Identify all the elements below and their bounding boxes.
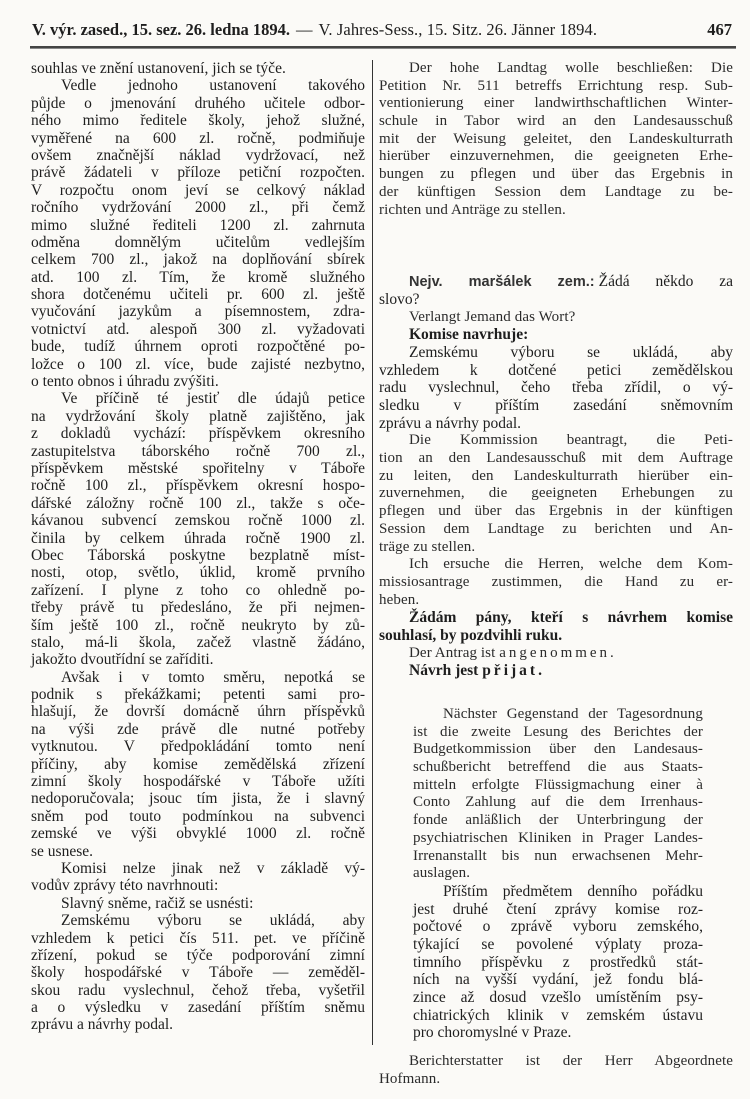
text-line: [31, 703, 365, 720]
line-text: sněm pod touto podmínkou na subvenci: [31, 807, 365, 825]
text-line: [379, 131, 733, 149]
text-line: [379, 539, 733, 557]
line-text: missiosantrage zustimmen, die Hand zu er-: [379, 573, 733, 590]
text-line: [379, 60, 733, 78]
text-line: [413, 971, 703, 989]
text-line: [413, 777, 703, 795]
text-line: [413, 741, 703, 759]
text-line: [31, 60, 365, 77]
line-text: činila by celkem úhrada ročně 1900 zl.: [31, 529, 365, 547]
paragraph: [31, 912, 365, 1034]
line-text: Irrenanstallt bis nun erwachsenen Mehr-: [413, 847, 703, 864]
line-text: Ich ersuche die Herren, welche dem Kom-: [409, 556, 733, 573]
text-line: [379, 1053, 733, 1071]
line-text: Komisi nelze jinak než v základě vý-: [61, 859, 365, 877]
text-line: [31, 460, 365, 477]
text-line: [31, 112, 365, 129]
paragraph: [379, 60, 733, 219]
line-text: Zemskému výboru se ukládá, aby: [61, 912, 365, 930]
text-line: [31, 773, 365, 790]
text-line: [31, 947, 365, 964]
text-line: [379, 574, 733, 592]
line-text: skou radu vyslechnul, čehož třeba, vyšetřil: [31, 981, 365, 999]
line-text: Nächster Gegenstand der Tagesordnung: [443, 706, 703, 722]
text-line: [31, 390, 365, 407]
text-line: [31, 738, 365, 755]
text-line: [31, 790, 365, 807]
line-text: vodův zprávy této navrhnouti:: [31, 877, 219, 895]
text-line: [31, 930, 365, 947]
line-text: příčiny, aby komise zemědělská zřízení: [31, 755, 365, 773]
section-reporter: [379, 1053, 733, 1088]
text-line: [379, 485, 733, 503]
paragraph: [413, 706, 703, 883]
line-text: souhlas ve znění ustanovení, jich se týče.: [31, 60, 286, 77]
speaker-name: Nejv. maršálek zem.:: [409, 274, 595, 291]
page-header: [32, 20, 732, 42]
line-text: Verlangt Jemand das Wort?: [409, 308, 576, 325]
text-line: [413, 954, 703, 972]
line-text: podnik s překážkami; petenti sami pro-: [31, 686, 365, 704]
line-text: Hofmann.: [379, 1070, 441, 1087]
text-line: [413, 830, 703, 848]
line-text: kávanou subvencí zemskou ročně 1000 zl.: [31, 512, 365, 530]
line-text: timního příspěvku z prostředků stát-: [413, 953, 703, 971]
text-line: [31, 338, 365, 355]
line-text: votnictví atd. alespoň 300 zl. vyžadovati: [31, 320, 365, 338]
section-report-conclusion: [31, 60, 365, 1034]
text-line: [31, 686, 365, 703]
text-line: [379, 309, 733, 327]
line-text: ist die zweite Lesung des Berichtes der: [413, 723, 703, 740]
text-line: [31, 217, 365, 234]
line-text: Zemskému výboru se ukládá, aby: [409, 343, 733, 361]
text-line: [31, 547, 365, 564]
line-text: právě žádateli v příloze petiční rozpočten.: [31, 164, 365, 182]
paragraph: [31, 895, 365, 912]
text-line: [31, 564, 365, 581]
line-text: zřízení, pokud se týče podporování zimní: [31, 946, 365, 964]
line-text: mit der Weisung geleitet, den Landeskulturrath: [379, 130, 733, 147]
line-text: Žádá někdo za: [598, 273, 733, 291]
paragraph: [31, 390, 365, 668]
text-line: [31, 199, 365, 216]
text-line: [413, 989, 703, 1007]
text-line: [379, 379, 733, 397]
text-line: [31, 182, 365, 199]
text-line: [31, 512, 365, 529]
text-line: [379, 344, 733, 362]
paragraph: [379, 645, 733, 663]
text-line: [31, 425, 365, 442]
line-text: Der hohe Landtag wolle beschließen: Die: [409, 60, 733, 76]
line-text: zu leiten, den Landeskulturrath hierüber ein-: [379, 467, 733, 484]
text-line: [31, 582, 365, 599]
line-text: chiatrických klinik v zemském ústavu: [413, 1006, 703, 1024]
text-line: [413, 865, 703, 883]
paragraph: [31, 669, 365, 860]
line-text: ovšem značnější náklad vydržovací, než: [31, 146, 365, 164]
text-line: [413, 1007, 703, 1025]
text-line: [379, 202, 733, 220]
text-line: [379, 627, 733, 645]
paragraph: [379, 432, 733, 556]
text-line: [379, 397, 733, 415]
paragraph: [379, 344, 733, 432]
text-line: [413, 794, 703, 812]
line-text: stalo, má-li škola, začež vlastně žádáno,: [31, 633, 365, 651]
text-line: [379, 166, 733, 184]
line-text: Berichterstatter ist der Herr Abgeordnete: [409, 1053, 733, 1070]
text-line: [31, 164, 365, 181]
line-text: ročního vydržování 2000 zl., při čemž: [31, 199, 365, 217]
text-line: [31, 303, 365, 320]
line-text: týkající se povolené výplaty proza-: [413, 935, 703, 953]
line-text: o tento obnos i úhradu zvýšiti.: [31, 373, 219, 391]
page-number: 467: [707, 20, 732, 39]
section-discussion: [379, 273, 733, 680]
paragraph: [379, 609, 733, 644]
text-line: [379, 273, 733, 291]
text-line: [31, 756, 365, 773]
text-line: [413, 706, 703, 724]
line-text: der künftigen Session dem Landtage zu be-: [379, 183, 733, 200]
line-text: se usnese.: [31, 842, 93, 860]
text-line: [379, 450, 733, 468]
line-text: auslagen.: [413, 865, 471, 882]
line-text: nosti, otop, světlo, úklid, kromě prvního: [31, 564, 365, 582]
right-column: [379, 60, 733, 1088]
column-divider: [372, 60, 373, 1045]
text-line: [31, 617, 365, 634]
line-text: zastupitelstva táborského ročně 700 zl.,: [31, 442, 365, 460]
line-text: ročně 100 zl., příspěvkem okresní hospo-: [31, 477, 365, 495]
text-line: [379, 662, 733, 680]
paragraph: [31, 60, 365, 77]
line-text: vzhledem k dotčené petici zemědělskou: [379, 361, 733, 379]
text-line: [31, 373, 365, 390]
line-text: hierüber einzuvernehmen, die geeigneten Erhe-: [379, 148, 733, 165]
line-text: na výši zde právě dle nutné potřeby: [31, 720, 365, 738]
text-line: [379, 291, 733, 309]
line-text: ného mimo ředitele školy, jehož služné,: [31, 112, 365, 130]
line-text: heben.: [379, 591, 420, 608]
line-text: mitteln erfolgte Flüssigmachung einer à: [413, 776, 703, 793]
text-line: [31, 321, 365, 338]
left-column: [31, 60, 365, 1034]
line-text: schußbericht betreffend die aus Staats-: [413, 759, 703, 776]
line-text: radu vyslechnul, čeho třeba zřídil, o vý-: [379, 379, 733, 397]
text-line: [31, 599, 365, 616]
line-text: Die Kommission beantragt, die Peti-: [409, 432, 733, 449]
line-text: ším ještě 100 zl., ročně neukryto by zů-: [31, 616, 365, 634]
text-line: [31, 895, 365, 912]
text-line: [31, 477, 365, 494]
text-line: [379, 1071, 733, 1089]
line-text: vytknutou. V předpokládání tomto není: [31, 738, 365, 756]
text-line: [31, 286, 365, 303]
text-line: [31, 130, 365, 147]
text-line: [31, 669, 365, 686]
text-line: [31, 877, 365, 894]
text-line: [379, 113, 733, 131]
text-line: [379, 362, 733, 380]
line-text: richten und Anträge zu stellen.: [379, 201, 566, 218]
text-line: [413, 759, 703, 777]
paragraph: [379, 1053, 733, 1088]
line-text: tion an den Landesausschuß mit dem Auftrage: [379, 450, 733, 467]
line-text: školy hospodářské v Táboře — zeměděl-: [31, 964, 365, 982]
line-text: Příštím předmětem denního pořádku: [443, 882, 703, 900]
line-text: Ve příčině té jestiť dle údajů petice: [61, 390, 365, 408]
line-text: jakožto dvoutřídní se zaříditi.: [31, 651, 214, 669]
text-line: [379, 415, 733, 433]
text-line: [413, 724, 703, 742]
text-line: [379, 468, 733, 486]
line-text: Budgetkommission über den Landesaus-: [413, 741, 703, 758]
header-separator: —: [296, 20, 313, 39]
paragraph: [413, 883, 703, 1042]
text-line: [31, 95, 365, 112]
line-text: mimo služné řediteli 1200 zl. zahrnuta: [31, 216, 365, 234]
line-text: Der Antrag ist: [409, 644, 496, 661]
text-line: [31, 443, 365, 460]
text-line: [31, 982, 365, 999]
text-line: [413, 812, 703, 830]
line-text: zprávu a návrhy podal.: [31, 1016, 174, 1034]
line-text: Vedle jednoho ustanovení takového: [61, 77, 365, 95]
header-german: V. Jahres-Sess., 15. Sitz. 26. Jänner 1894.: [318, 20, 598, 39]
spaced-emphasis: angenommen.: [499, 644, 617, 661]
line-text: V rozpočtu onom jeví se celkový náklad: [31, 181, 365, 199]
text-line: [413, 901, 703, 919]
text-line: [413, 1024, 703, 1042]
line-text: ventionierung einer landwirthschaftlichen Winter-: [379, 95, 733, 112]
header-rule: [30, 46, 736, 49]
paragraph: [379, 273, 733, 308]
line-text: počtové o zprávě vyboru zemského,: [413, 918, 703, 936]
text-line: [31, 964, 365, 981]
line-text: Slavný sněme, račiž se usnésti:: [61, 894, 254, 912]
text-line: [379, 556, 733, 574]
line-text: souhlasí, by pozdvihli ruku.: [379, 626, 563, 644]
text-line: [31, 234, 365, 251]
line-text: půjde o jmenování druhého učitele odbor-: [31, 94, 365, 112]
line-text: bude, tudíž úhrnem oproti rozpočtěné po-: [31, 338, 365, 356]
line-text: Návrh jest: [409, 662, 479, 680]
text-line: [31, 721, 365, 738]
text-line: [31, 77, 365, 94]
line-text: atd. 100 zl. Tím, že kromě služného: [31, 268, 365, 286]
text-line: [379, 645, 733, 663]
line-text: zprávu a návrhy podal.: [379, 414, 522, 432]
text-line: [413, 936, 703, 954]
paragraph: [31, 860, 365, 895]
line-text: vyučování jazykům a písemnostem, zdra-: [31, 303, 365, 321]
text-line: [379, 609, 733, 627]
text-line: [379, 95, 733, 113]
line-text: Session dem Landtage zu berichten und An-: [379, 520, 733, 537]
text-line: [31, 408, 365, 425]
text-line: [379, 326, 733, 344]
line-text: a o výsledku v zasedání příštím sněmu: [31, 999, 365, 1017]
line-text: sledku v příštím zasedání sněmovním: [379, 397, 733, 414]
text-line: [31, 251, 365, 268]
section-next-item: [413, 706, 703, 1042]
section-german-resolution: [379, 60, 733, 219]
text-line: [31, 912, 365, 929]
text-line: [31, 269, 365, 286]
text-line: [379, 78, 733, 96]
line-text: shora dotčenému učiteli pr. 600 zl. ještě: [31, 286, 365, 304]
text-line: [379, 503, 733, 521]
line-text: zuvernehmen, die geeigneten Erhebungen zu: [379, 485, 733, 502]
line-text: Obec Táborská poskytne bezplatně míst-: [31, 546, 365, 564]
text-line: [31, 530, 365, 547]
line-text: bungen zu pflegen und über das Ergebnis in: [379, 166, 733, 183]
line-text: Komise navrhuje:: [409, 326, 529, 344]
text-line: [31, 843, 365, 860]
line-text: Avšak i v tomto směru, nepotká se: [61, 668, 365, 686]
text-line: [31, 1016, 365, 1033]
line-text: psychiatrischen Kliniken in Prager Landes-: [413, 829, 703, 846]
text-line: [413, 918, 703, 936]
line-text: schule in Tabor wird an den Landesausschuß: [379, 113, 733, 130]
line-text: odměna domnělým učitelům vedlejším: [31, 233, 365, 251]
line-text: Petition Nr. 511 betreffs Errichtung resp. Sub-: [379, 77, 733, 94]
text-line: [413, 883, 703, 901]
spaced-emphasis: přijat.: [482, 662, 545, 680]
line-text: nedoporučovala; jsouc tím jista, že i slavný: [31, 790, 365, 808]
line-text: příspěvkem městské spořitelny v Táboře: [31, 459, 365, 477]
line-text: vzhledem k petici čís 511. pet. ve příčině: [31, 929, 365, 947]
paragraph: [31, 77, 365, 390]
line-text: celkem 700 zl., jakož na doplňování sbírek: [31, 251, 365, 269]
line-text: vyměřené na 600 zl. ročně, podmiňuje: [31, 129, 365, 147]
text-line: [31, 356, 365, 373]
line-text: hlašují, že dovrší domácně úhrn příspěvků: [31, 703, 365, 721]
text-line: [31, 495, 365, 512]
line-text: zimní školy hospodářské v Táboře užíti: [31, 773, 365, 791]
text-line: [31, 808, 365, 825]
paragraph: [379, 326, 733, 344]
line-text: na vydržování školy platně zajištěno, jak: [31, 407, 365, 425]
text-line: [379, 148, 733, 166]
text-line: [31, 999, 365, 1016]
paragraph: [379, 662, 733, 680]
line-text: Žádám pány, kteří s návrhem komise: [409, 609, 733, 627]
line-text: zařízení. I plyne z toho co ohledně po-: [31, 581, 365, 599]
paragraph: [379, 556, 733, 609]
line-text: zemské ve výši obvyklé 1000 zl. ročně: [31, 825, 365, 843]
line-text: slovo?: [379, 290, 420, 308]
text-line: [31, 825, 365, 842]
line-text: pro choromyslné v Praze.: [413, 1024, 572, 1042]
text-line: [31, 147, 365, 164]
text-line: [379, 592, 733, 610]
text-line: [31, 860, 365, 877]
line-text: z dokladů vychází: příspěvkem okresního: [31, 425, 365, 443]
line-text: träge zu stellen.: [379, 538, 476, 555]
text-line: [379, 184, 733, 202]
line-text: dářské záložny ročně 100 zl., takže s oče-: [31, 494, 365, 512]
text-line: [31, 634, 365, 651]
text-line: [413, 848, 703, 866]
text-line: [379, 521, 733, 539]
line-text: fonde anläßlich der Unterbringung der: [413, 812, 703, 829]
header-czech: V. výr. zased., 15. sez. 26. ledna 1894.: [32, 20, 291, 39]
paragraph: [379, 309, 733, 327]
line-text: pflegen und über das Ergebnis in der künftigen: [379, 503, 733, 520]
line-text: Conto Zahlung auf die dem Irrenhaus-: [413, 794, 703, 811]
line-text: třeby právě tu předesláno, že při nejmen-: [31, 599, 365, 617]
line-text: jest druhé čtení zprávy komise roz-: [413, 900, 703, 918]
line-text: ních na vyšší vydání, jež fondu blá-: [413, 971, 703, 989]
text-line: [379, 432, 733, 450]
line-text: zince až dosud vzešlo umístěním psy-: [413, 989, 703, 1006]
line-text: ložce o 100 zl. více, bude zajisté nezbytno,: [31, 355, 365, 373]
text-line: [31, 651, 365, 668]
